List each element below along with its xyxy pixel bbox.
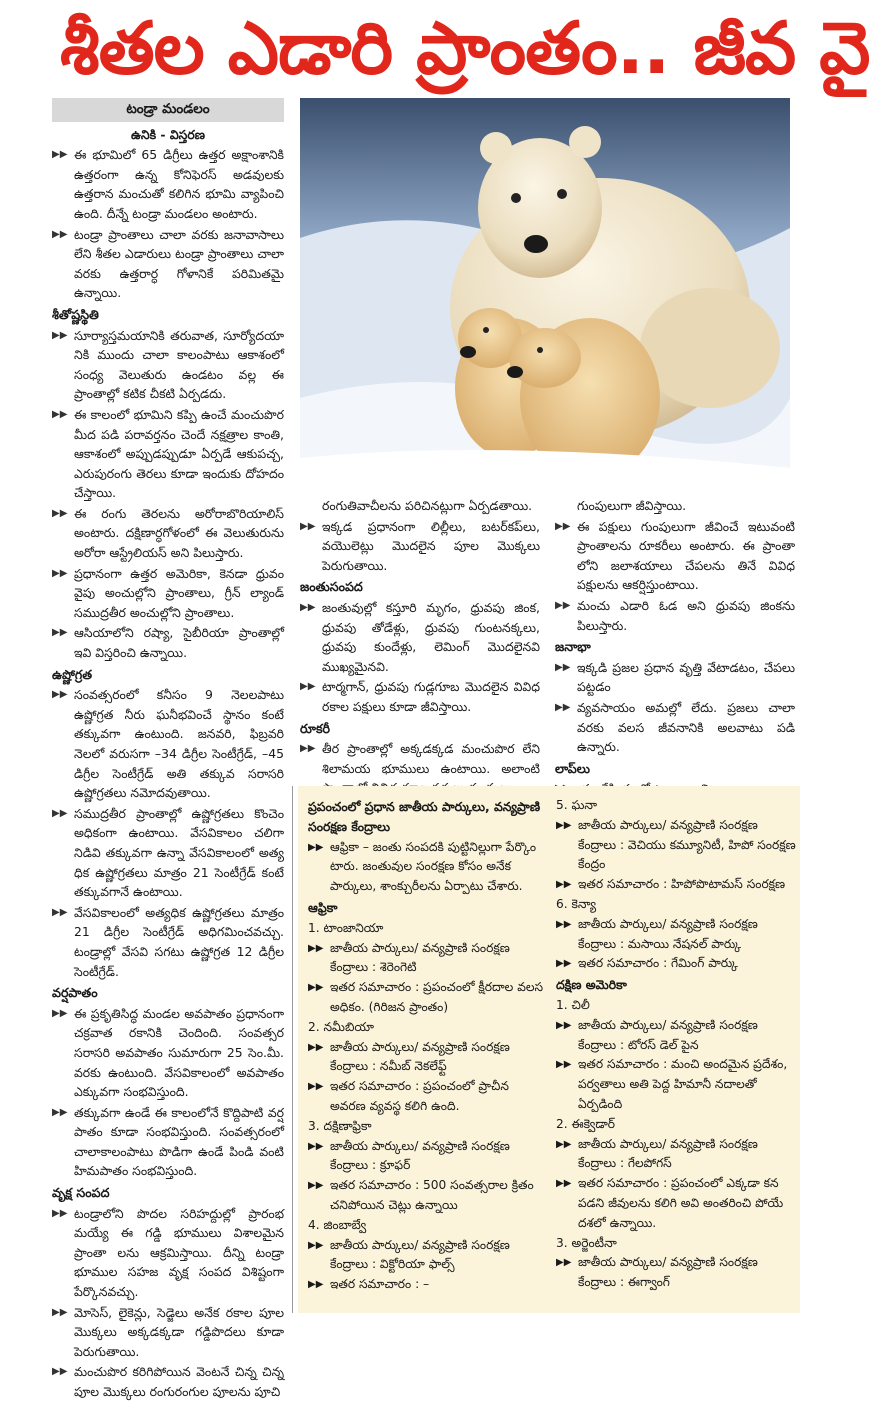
- paragraph: ▶▶ ఈ ప్రకృతిసిద్ధ మండల అవపాతం ప్రధానంగా చక్రవాత రకానికి చెందింది. సంవత్సర సరాసరి అవపాతం సుమారుగా 25 సెం.మీ. వరకు ఉంటుంది. వేసవికాలంలో అవపాతం ఎక్కువగా సంభవిస్తుంది.: [52, 1005, 284, 1100]
- bullet-icon: ▶▶: [556, 918, 572, 930]
- paragraph: ▶▶ ఇతర సమాచారం : మంచి అందమైన ప్రదేశం, పర్వతాలు అతి పెద్ద హిమానీ నదాలతో ఏర్పడింది: [556, 1057, 788, 1111]
- bullet-icon: ▶▶: [52, 689, 68, 701]
- left-column: [52, 98, 284, 1399]
- paragraph: ▶▶ జాతీయ పార్కులు/ వన్యప్రాణి సంరక్షణ కేంద్రాలు : గేలపోగస్: [556, 1136, 758, 1171]
- box-title: ప్రపంచంలో ప్రధాన జాతీయ పార్కులు, వన్యప్రాణి సంరక్షణ కేంద్రాలు: [308, 799, 541, 834]
- paragraph: ▶▶ మోసెస్, లైకెన్లు, సెడ్జెలు అనేక రకాల పూల మొక్కలు అక్కడక్కడా గడ్డిపొదలు కూడా పెరుగుతాయి.: [52, 1304, 284, 1359]
- national-parks-box: [298, 786, 800, 1313]
- heading-rookery: రూకరీ: [300, 720, 331, 736]
- bullet-icon: ▶▶: [52, 1306, 68, 1318]
- paragraph: ▶▶ మంచు ఎడారి ఓడ అని ధ్రువపు జింకను పిలుస్తారు.: [555, 597, 795, 633]
- paragraph: ▶▶ ఇతర సమాచారం : గేమింగ్ పార్కు: [556, 954, 796, 974]
- polar-bear-photo: [300, 98, 790, 492]
- bullet-icon: ▶▶: [308, 841, 324, 853]
- bullet-icon: ▶▶: [555, 599, 571, 611]
- paragraph: ▶▶ జాతీయ పార్కులు/ వన్యప్రాణి సంరక్షణ కేంద్రాలు : ఈగ్వాంగ్: [556, 1255, 758, 1290]
- paragraph: ▶▶ ఇతర సమాచారం : 500 సంవత్సరాల క్రితం చనిపోయిన చెట్లు ఉన్నాయి: [308, 1178, 534, 1212]
- paragraph: ▶▶ తీర ప్రాంతాల్లో అక్కడక్కడ మంచుపొర లేని శిలామయ భూములు ఉంటాయి. అలాంటి: [300, 741, 540, 776]
- bullet-icon: ▶▶: [308, 1041, 324, 1053]
- paragraph: ▶▶ ఇతర సమాచారం : ప్రపంచంలో క్షీరదాల వలస అధికం. (గిరిజన ప్రాంతం): [308, 980, 544, 1014]
- bullet-icon: ▶▶: [52, 1366, 68, 1378]
- column-divider: [292, 786, 293, 1313]
- paragraph: ▶▶ జాతీయ పార్కులు/ వన్యప్రాణి సంరక్షణ కేంద్రాలు : క్రూఫర్: [308, 1138, 510, 1173]
- bullet-icon: ▶▶: [308, 1081, 324, 1093]
- paragraph: ▶▶ టండ్రాలోని పొదల సరిహద్దుల్లో ప్రారంభ మయ్యే ఈ గడ్డి భూములు విశాలమైన ప్రాంతా లను ఆక్రమిస్తాయి. దీన్ని టండ్రా భూముల సహజ వృక్ష సంపద విశిష్టంగా పేర్కొనవచ్చు.: [52, 1205, 284, 1300]
- paragraph: ▶▶ జాతీయ పార్కులు/ వన్యప్రాణి సంరక్షణ కేంద్రాలు : నమీబ్ నెకలేఫ్ట్: [308, 1039, 510, 1074]
- bullet-icon: ▶▶: [52, 807, 68, 819]
- heading-lapps: లాప్‌లు: [555, 760, 591, 776]
- bullet-icon: ▶▶: [52, 408, 68, 420]
- heading-south-america: దక్షిణ అమెరికా: [556, 977, 627, 993]
- paragraph: ▶▶ ఇక్కడ ప్రధానంగా లిల్లీలు, బటర్‌కప్‌లు, వయొలెట్లు మొదలైన పూల మొక్కలు పెరుగుతాయి.: [300, 518, 540, 573]
- paragraph: ▶▶ వేసవికాలంలో అత్యధిక ఉష్ణోగ్రతలు మాత్రం 21 డిగ్రీల సెంటీగ్రేడ్ అధిగమించవచ్చు. టండ్రాల్లో వేసవి సగటు ఉష్ణోగ్రత 12 డిగ్రీల సెంటీగ్రేడ్.: [52, 904, 284, 979]
- country-item: 1. చిలీ: [556, 997, 590, 1012]
- headline-text: శీతల ఎడారి ప్రాంతం.. జీవ వై: [60, 6, 869, 90]
- bullet-icon: ▶▶: [556, 819, 572, 831]
- paragraph: ▶▶ ఈ కాలంలో భూమిని కప్పి ఉంచే మంచుపొర మీద పడి పరావర్తనం చెందే నక్షత్రాల కాంతి, ఆకాశంలో అప్పుడప్పుడూ ఏర్పడే ఆకుపచ్చ, ఎరుపురంగు తెరలు కూడా ఇందుకు దోహదం చేస్తాయి.: [52, 406, 284, 501]
- box-column-right: [556, 796, 796, 1293]
- paragraph: ▶▶ ఆఫ్రికా – జంతు సంపదకి పుట్టినిల్లుగా పేర్కొం టారు. జంతువుల సంరక్షణ కోసం అనేక పార్కులు, శాంక్చురీలను ఏర్పాటు చేశారు.: [308, 839, 537, 894]
- bullet-icon: ▶▶: [556, 879, 572, 891]
- bullet-icon: ▶▶: [556, 958, 572, 970]
- bullet-icon: ▶▶: [300, 743, 316, 755]
- bullet-icon: ▶▶: [308, 1140, 324, 1152]
- headline: [0, 0, 869, 96]
- right-column: [555, 496, 795, 780]
- paragraph: ▶▶ జంతువుల్లో కస్తూరి మృగం, ధ్రువపు జింక, ధ్రువపు తోడేళ్లు, ధ్రువపు గుంటనక్కలు, ధ్రువపు కుందేళ్లు, లెమింగ్ మొదలైనవి ముఖ్యమైనవి.: [300, 599, 540, 674]
- bullet-icon: ▶▶: [556, 1257, 572, 1269]
- bullet-icon: ▶▶: [300, 601, 316, 613]
- paragraph: ▶▶ ఇతర సమాచారం : ప్రపంచంలో ఎక్కడా కన పడని జీవులను కలిగి అవి అంతరించి పోయే దశలో ఉన్నాయి.: [556, 1176, 784, 1230]
- paragraph: ▶▶ వ్యవసాయం అమల్లో లేదు. ప్రజలు చాలా వరకు వలస జీవనానికి అలవాటు పడి ఉన్నారు.: [555, 699, 795, 755]
- country-item: 3. అర్జెంటీనా: [556, 1235, 617, 1250]
- bullet-icon: ▶▶: [556, 1178, 572, 1190]
- heading-africa: ఆఫ్రికా: [308, 899, 338, 915]
- bullet-icon: ▶▶: [52, 228, 68, 240]
- paragraph: ▶▶ ఇతర సమాచారం : ప్రపంచంలో ప్రాచీన అవరణ వ్యవస్థ కలిగి ఉంది.: [308, 1079, 509, 1113]
- bullet-icon: ▶▶: [52, 1207, 68, 1219]
- paragraph: ▶▶ ఆసియాలోని రష్యా, సైబీరియా ప్రాంతాల్లో ఇవి విస్తరించి ఉన్నాయి.: [52, 625, 284, 661]
- paragraph: ▶▶ ఈ రంగు తెరలను అరోరాబొరియాలిస్ అంటారు. దక్షిణార్ధగోళంలో ఈ వెలుతురును అరోరా ఆస్ట్రేలియస్ అని పిలుస్తారు.: [52, 505, 284, 561]
- country-item: 3. దక్షిణాఫ్రికా: [308, 1118, 372, 1133]
- paragraph: ▶▶ జాతీయ పార్కులు/ వన్యప్రాణి సంరక్షణ కేంద్రాలు : శెరెంగెటి: [308, 940, 510, 975]
- paragraph: గుంపులుగా జీవిస్తాయి.: [577, 498, 687, 513]
- bullet-icon: ▶▶: [52, 567, 68, 579]
- bullet-icon: ▶▶: [52, 329, 68, 341]
- bullet-icon: ▶▶: [52, 906, 68, 918]
- middle-column: [300, 496, 540, 780]
- bullet-icon: ▶▶: [52, 149, 68, 161]
- paragraph: ▶▶ సంవత్సరంలో కనీసం 9 నెలలపాటు ఉష్ణోగ్రత నీరు ఘనీభవించే స్థానం కంటే తక్కువగా ఉంటుంది. జనవరి, ఫిబ్రవరి నెలలో వరుసగా –34 డిగ్రీల సెంటీగ్రేడ్, –45 డిగ్రీల సెంటీగ్రేడ్ అతి తక్కువ సరాసరి ఉష్ణోగ్రతలు నమోదవుతాయి.: [52, 687, 284, 801]
- paragraph: ▶▶ జాతీయ పార్కులు/ వన్యప్రాణి సంరక్షణ కేంద్రాలు : విక్టోరియా ఫాల్స్: [308, 1237, 510, 1272]
- heading-fauna: జంతుసంపద: [300, 579, 363, 595]
- bullet-icon: ▶▶: [308, 982, 324, 994]
- paragraph: ▶▶ ప్రధానంగా ఉత్తర అమెరికా, కెనడా ధ్రువం వైపు అంచుల్లోని ప్రాంతాలు, గ్రీన్ ల్యాండ్ సముద్రతీర అంచుల్లోని ప్రాంతాలు.: [52, 565, 284, 620]
- bullet-icon: ▶▶: [52, 507, 68, 519]
- bullet-icon: ▶▶: [52, 627, 68, 639]
- heading-temperature: ఉష్ణోగ్రత: [52, 666, 93, 682]
- country-item: 4. జింబాబ్వే: [308, 1217, 367, 1232]
- bullet-icon: ▶▶: [52, 1106, 68, 1118]
- bullet-icon: ▶▶: [555, 520, 571, 532]
- paragraph: ▶▶ ఇక్కడి ప్రజల ప్రధాన వృత్తి వేటాడటం, చేపలు పట్టడం: [555, 659, 795, 695]
- heading-population: జనాభా: [555, 639, 591, 655]
- paragraph: ▶▶ తక్కువగా ఉండే ఈ కాలంలోనే కొద్దిపాటి వర్ష పాతం కూడా సంభవిస్తుంది. సంవత్సరంలో చాలాకాలంపాటు పొడిగా ఉండే పిండి వంటి హిమపాతం సంభవిస్తుంది.: [52, 1104, 284, 1179]
- country-item: 5. ఘనా: [556, 798, 598, 812]
- paragraph: ▶▶ జాతీయ పార్కులు/ వన్యప్రాణి సంరక్షణ కేంద్రాలు : మసాయి నేషనల్ పార్కు: [556, 916, 758, 951]
- paragraph: ▶▶ జాతీయ పార్కులు/ వన్యప్రాణి సంరక్షణ కేంద్రాలు : టోరస్ డెల్ పైన: [556, 1017, 758, 1052]
- country-item: 2. నమీబియా: [308, 1019, 374, 1034]
- box-column-left: [308, 796, 548, 1295]
- heading-vegetation: వృక్ష సంపద: [52, 1185, 110, 1201]
- bullet-icon: ▶▶: [555, 661, 571, 673]
- bullet-icon: ▶▶: [300, 520, 316, 532]
- country-item: 6. కెన్యా: [556, 896, 597, 911]
- paragraph: ▶▶ ఈ భూమిలో 65 డిగ్రీలు ఉత్తర అక్షాంశానికి ఉత్తరంగా ఉన్న కోనిఫెరస్ అడవులకు ఉత్తరాన మంచుతో కలిగిన భూమి వ్యాపించి ఉంది. దీన్నే టండ్రా మండలం అంటారు.: [52, 147, 284, 221]
- bullet-icon: ▶▶: [308, 1239, 324, 1251]
- paragraph: ▶▶ టార్మగాన్, ధ్రువపు గుడ్లగూబ మొదలైన వివిధ రకాల పక్షులు కూడా జీవిస్తాయి.: [300, 679, 540, 714]
- bullet-icon: ▶▶: [556, 1138, 572, 1150]
- paragraph: రంగుతివాచీలను పరిచినట్లుగా ఏర్పడతాయి.: [322, 498, 533, 513]
- country-item: 2. ఈక్వెడార్: [556, 1116, 616, 1131]
- bullet-icon: ▶▶: [556, 1059, 572, 1071]
- bullet-icon: ▶▶: [308, 1180, 324, 1192]
- paragraph: ▶▶ టండ్రా ప్రాంతాలు చాలా వరకు జనావాసాలు లేని శీతల ఎడారులు టండ్రా ప్రాంతాలు చాలా వరకు ఉత్తరార్ధ గోళానికే పరిమితమై ఉన్నాయి.: [52, 226, 284, 301]
- paragraph: ▶▶ ఇతర సమాచారం : –: [308, 1275, 548, 1295]
- paragraph: ▶▶ సముద్రతీర ప్రాంతాల్లో ఉష్ణోగ్రతలు కొంచెం అధికంగా ఉంటాయి. వేసవికాలం చలిగా నిడివి తక్కువగా ఉన్నా వేసవికాలంలో అత్య ధిక ఉష్ణోగ్రతలు మాత్రం 21 సెంటీగ్రేడ్ కంటే తక్కువగానే ఉంటాయి.: [52, 805, 284, 900]
- section-banner: టండ్రా మండలం: [52, 98, 284, 122]
- bullet-icon: ▶▶: [308, 1279, 324, 1291]
- country-item: 1. టాంజానియా: [308, 920, 384, 935]
- bullet-icon: ▶▶: [555, 701, 571, 713]
- heading-rainfall: వర్షపాతం: [52, 985, 98, 1001]
- heading-climate: శీతోష్ణస్థితి: [52, 306, 99, 322]
- paragraph: ▶▶ జాతీయ పార్కులు/ వన్యప్రాణి సంరక్షణ కేంద్రాలు : వెచియు కమ్యూనిటీ, హిపో సంరక్షణ కేంద్రం: [556, 817, 796, 872]
- paragraph: ▶▶ ఈ పక్షులు గుంపులుగా జీవించే ఇటువంటి ప్రాంతాలను రూకరీలు అంటారు. ఈ ప్రాంతా లోని జలాశయాలు చేపలను తినే వివిధ పక్షులను ఆకర్షిస్తుంటాయి.: [555, 518, 795, 593]
- bullet-icon: ▶▶: [52, 1007, 68, 1019]
- polar-bear-illustration: [300, 98, 790, 492]
- paragraph: ▶▶ ఇతర సమాచారం : హిపోపొటామస్ సంరక్షణ: [556, 875, 796, 895]
- bullet-icon: ▶▶: [300, 681, 316, 693]
- bullet-icon: ▶▶: [308, 942, 324, 954]
- section-subtitle: ఉనికి - విస్తరణ: [131, 126, 205, 142]
- bullet-icon: ▶▶: [556, 1019, 572, 1031]
- paragraph: ▶▶ సూర్యాస్తమయానికి తరువాత, సూర్యోదయా నికి ముందు చాలా కాలంపాటు ఆకాశంలో సంధ్య వెలుతురు ఉండటం వల్ల ఈ ప్రాంతాల్లో కటిక చీకటి ఏర్పడదు.: [52, 327, 284, 402]
- paragraph: ▶▶ మంచుపొర కరిగిపోయిన వెంటనే చిన్న చిన్న పూల మొక్కలు రంగురంగుల పూలను పూచి: [52, 1364, 284, 1399]
